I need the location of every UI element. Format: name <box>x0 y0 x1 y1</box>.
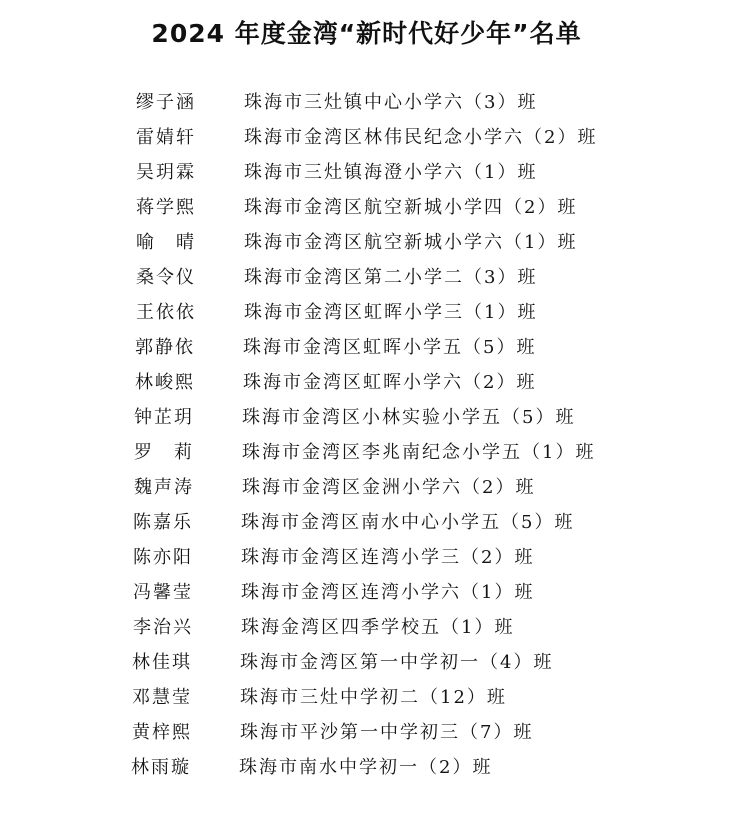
student-name: 李治兴 <box>133 617 193 638</box>
student-name: 冯馨莹 <box>133 582 193 603</box>
student-name: 黄梓熙 <box>132 722 192 743</box>
school-class: 珠海市南水中学初一（2）班 <box>239 757 493 778</box>
student-name: 雷婧轩 <box>136 127 196 148</box>
school-class: 珠海市金湾区第一中学初一（4）班 <box>240 652 554 673</box>
school-class: 珠海市金湾区南水中心小学五（5）班 <box>241 512 575 533</box>
school-class: 珠海市金湾区林伟民纪念小学六（2）班 <box>244 127 598 148</box>
school-class: 珠海市金湾区虹晖小学五（5）班 <box>243 337 537 358</box>
student-name: 陈亦阳 <box>133 547 193 568</box>
list-item <box>136 123 733 153</box>
list-item <box>134 438 733 468</box>
school-class: 珠海市金湾区李兆南纪念小学五（1）班 <box>242 442 596 463</box>
student-name: 蒋学熙 <box>136 197 196 218</box>
list-item <box>132 683 733 713</box>
student-name: 郭静依 <box>135 337 195 358</box>
student-name: 邓慧莹 <box>132 687 192 708</box>
student-name: 林佳琪 <box>132 652 192 673</box>
list-item <box>134 473 733 503</box>
student-name: 魏声涛 <box>134 477 194 498</box>
student-name: 桑令仪 <box>136 267 196 288</box>
school-class: 珠海市金湾区金洲小学六（2）班 <box>242 477 536 498</box>
list-item <box>136 158 733 188</box>
list-item <box>133 508 733 538</box>
school-class: 珠海金湾区四季学校五（1）班 <box>241 617 515 638</box>
list-item <box>133 578 733 608</box>
list-item <box>136 228 733 258</box>
school-class: 珠海市金湾区连湾小学三（2）班 <box>241 547 535 568</box>
list-item <box>136 88 733 118</box>
list-item <box>133 543 733 573</box>
school-class: 珠海市三灶中学初二（12）班 <box>240 687 507 708</box>
student-name: 陈嘉乐 <box>133 512 193 533</box>
school-class: 珠海市金湾区小林实验小学五（5）班 <box>242 407 576 428</box>
list-item <box>132 718 733 748</box>
school-class: 珠海市金湾区虹晖小学六（2）班 <box>243 372 537 393</box>
student-name: 林雨璇 <box>131 757 191 778</box>
school-class: 珠海市三灶镇海澄小学六（1）班 <box>244 162 538 183</box>
list-item <box>135 368 733 398</box>
school-class: 珠海市金湾区第二小学二（3）班 <box>244 267 538 288</box>
student-name: 喻 晴 <box>136 232 196 253</box>
list-item <box>131 753 733 783</box>
school-class: 珠海市金湾区虹晖小学三（1）班 <box>244 302 538 323</box>
list-item <box>136 298 733 328</box>
list-item <box>135 333 733 363</box>
student-name: 吴玥霖 <box>136 162 196 183</box>
document-title: 2024 年度金湾“新时代好少年”名单 <box>151 19 582 48</box>
student-name: 林峻熙 <box>135 372 195 393</box>
list-item <box>134 403 733 433</box>
school-class: 珠海市金湾区连湾小学六（1）班 <box>241 582 535 603</box>
school-class: 珠海市平沙第一中学初三（7）班 <box>240 722 534 743</box>
list-item <box>136 193 733 223</box>
list-item <box>133 613 733 643</box>
school-class: 珠海市金湾区航空新城小学六（1）班 <box>244 232 578 253</box>
school-class: 珠海市金湾区航空新城小学四（2）班 <box>244 197 578 218</box>
student-name: 罗 莉 <box>134 442 194 463</box>
list-item <box>132 648 733 678</box>
student-name: 王依依 <box>136 302 196 323</box>
list-item <box>136 263 733 293</box>
student-name: 钟芷玥 <box>134 407 194 428</box>
school-class: 珠海市三灶镇中心小学六（3）班 <box>244 92 538 113</box>
student-name: 缪子涵 <box>136 92 196 113</box>
